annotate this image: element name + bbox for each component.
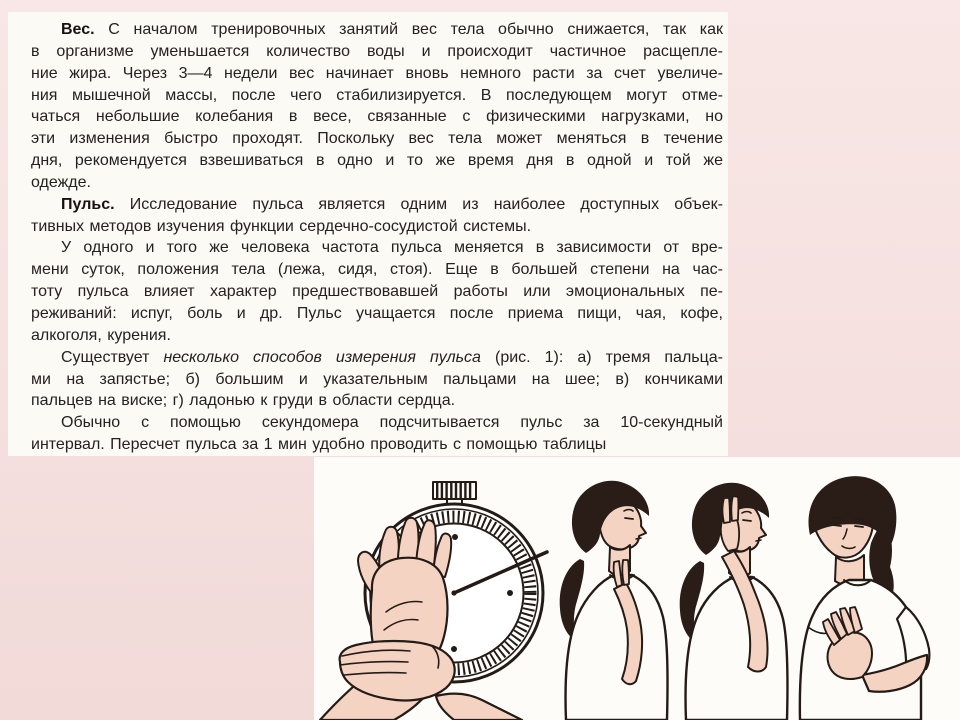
text-span: Существует bbox=[61, 348, 150, 366]
text-line: тоту пульса влияет характер предшествовавшей работы или эмоциональных пе- bbox=[31, 283, 723, 301]
paragraph-weight bbox=[31, 19, 723, 194]
text-line: пальцев на виске; г) ладонью к груди в области сердца. bbox=[31, 392, 456, 410]
text-line: ние жира. Через 3—4 недели вес начинает вновь немного расти за счет увеличе- bbox=[31, 64, 723, 82]
text-line bbox=[31, 19, 723, 41]
text-line: тивных методов изучения функции сердечно-сосудистой системы. bbox=[31, 217, 532, 235]
text-line: У одного и того же человека частота пульса меняется в зависимости от вре- bbox=[61, 239, 723, 257]
text-line bbox=[31, 194, 723, 216]
paragraph-measurement-methods bbox=[31, 347, 723, 413]
text-line: в организме уменьшается количество воды и происходит частичное расщепле- bbox=[31, 42, 723, 60]
paragraph-pulse-variability bbox=[31, 237, 723, 346]
text-line bbox=[31, 347, 723, 369]
pulse-measurement-figure bbox=[314, 457, 960, 720]
text-span: Исследование пульса является одним из наиболее доступных объек- bbox=[129, 195, 723, 213]
text-span: С началом тренировочных занятий вес тела обычно снижается, так как bbox=[108, 21, 723, 38]
text-line: ния мышечной массы, после чего стабилизируется. В последующем могут отме- bbox=[31, 86, 723, 104]
text-line: реживаний: испуг, боль и др. Пульс учащается после приема пищи, чая, кофе, bbox=[31, 304, 723, 322]
dial-dot-12 bbox=[452, 534, 458, 540]
weight-term: Вес. bbox=[61, 21, 95, 38]
text-line: дня, рекомендуется взвешиваться в одно и то же время дня в одной и той же bbox=[31, 152, 723, 170]
paragraph-pulse bbox=[31, 194, 723, 238]
emphasized-phrase: несколько способов измерения пульса bbox=[163, 348, 481, 366]
dial-dot-6 bbox=[451, 646, 457, 652]
text-line: ми на запястье; б) большим и указательным пальцами на шее; в) кончиками bbox=[31, 370, 723, 388]
book-text-block bbox=[8, 12, 728, 456]
paragraph-stopwatch-counting bbox=[31, 412, 723, 456]
text-line: Обычно с помощью секундомера подсчитывается пульс за 10-секундный bbox=[61, 414, 723, 432]
text-line: интервал. Пересчет пульса за 1 мин удобно проводить с помощью таблицы bbox=[31, 436, 607, 454]
text-line: мени суток, положения тела (лежа, сидя, стоя). Еще в большей степени на час- bbox=[31, 261, 723, 279]
pulse-term: Пульс. bbox=[61, 195, 115, 213]
text-line: алкоголя, курения. bbox=[31, 326, 171, 344]
text-line: чаться небольшие колебания в весе, связанные с физическими нагрузками, но bbox=[31, 108, 723, 126]
text-span: (рис. 1): а) тремя пальца- bbox=[494, 348, 723, 366]
girl-neck-pulse-icon bbox=[560, 481, 668, 720]
dial-dot-3 bbox=[507, 590, 513, 596]
text-line: одежде. bbox=[31, 173, 91, 191]
text-line: эти изменения быстро проходят. Поскольку вес тела может меняться в течение bbox=[31, 130, 723, 148]
girl-chest-pulse-icon bbox=[800, 476, 930, 720]
figure-panel bbox=[314, 457, 960, 720]
girl-temple-pulse-icon bbox=[680, 483, 788, 720]
